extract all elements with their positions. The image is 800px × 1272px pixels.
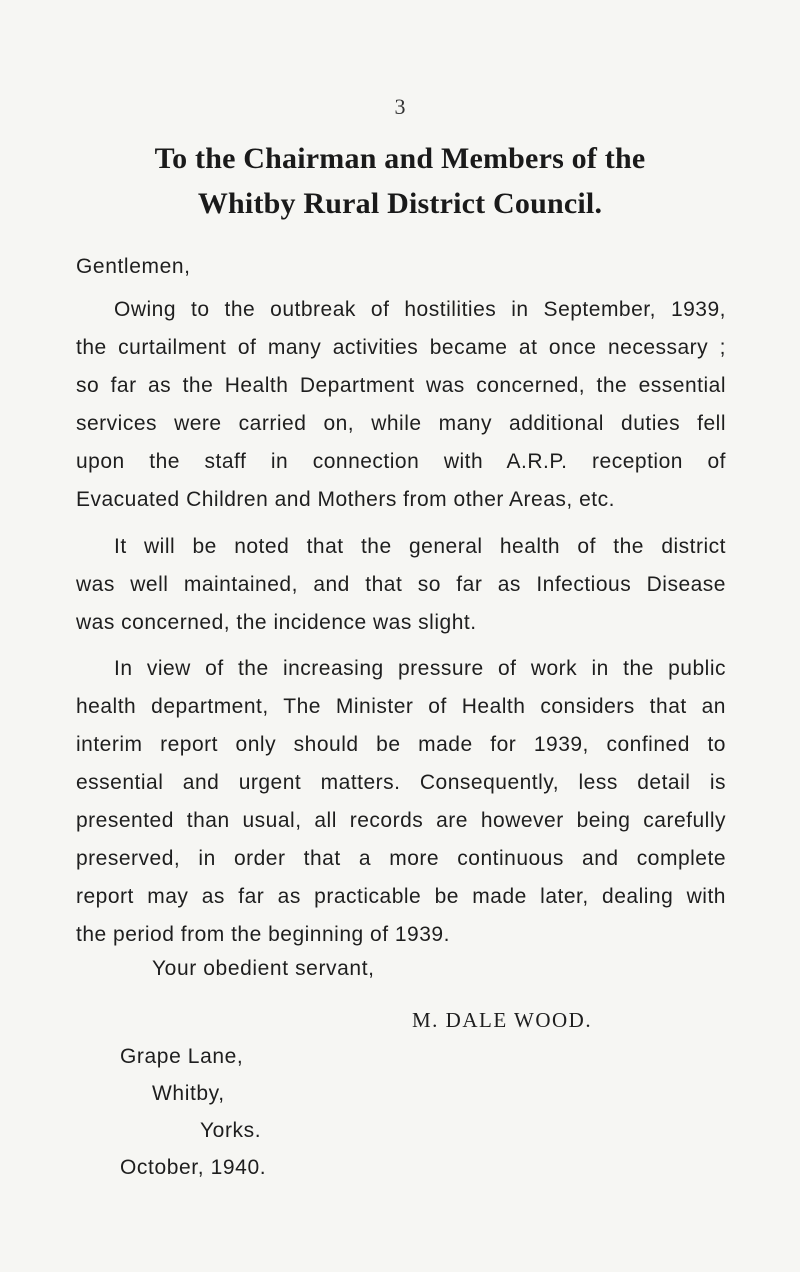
- heading-line-1: To the Chairman and Members of the: [154, 142, 646, 175]
- date: October, 1940.: [120, 1156, 267, 1179]
- paragraph-line: report may as far as practicable be made later, dealing with: [76, 885, 726, 908]
- paragraph-line: In view of the increasing pressure of work in the public: [114, 657, 726, 680]
- paragraph-line: It will be noted that the general health of the district: [114, 535, 726, 558]
- address-line-1: Grape Lane,: [120, 1045, 244, 1068]
- paragraph-line: services were carried on, while many additional duties fell: [76, 412, 726, 435]
- paragraph-line: the period from the beginning of 1939.: [76, 923, 450, 946]
- paragraph-line: was well maintained, and that so far as Infectious Disease: [76, 573, 726, 596]
- paragraph-line: Owing to the outbreak of hostilities in September, 1939,: [114, 298, 726, 321]
- closing: Your obedient servant,: [152, 957, 375, 980]
- paragraph-line: interim report only should be made for 1939, confined to: [76, 733, 726, 756]
- paragraph-line: essential and urgent matters. Consequently, less detail is: [76, 771, 726, 794]
- paragraph-line: so far as the Health Department was concerned, the essential: [76, 374, 726, 397]
- paragraph-line: health department, The Minister of Health considers that an: [76, 695, 726, 718]
- paragraph-line: preserved, in order that a more continuous and complete: [76, 847, 726, 870]
- paragraph-line: the curtailment of many activities became at once necessary ;: [76, 336, 726, 359]
- paragraph-2: [76, 528, 726, 642]
- address-line-3: Yorks.: [200, 1119, 262, 1142]
- salutation: Gentlemen,: [76, 255, 191, 278]
- address-line-2: Whitby,: [152, 1082, 225, 1105]
- paragraph-line: upon the staff in connection with A.R.P. reception of: [76, 450, 726, 473]
- heading-line-2: Whitby Rural District Council.: [197, 187, 603, 220]
- paragraph-line: was concerned, the incidence was slight.: [76, 611, 477, 634]
- page-number: 3: [394, 94, 406, 119]
- paragraph-3: [76, 650, 726, 954]
- signature: M. DALE WOOD.: [412, 1008, 593, 1032]
- paragraph-line: presented than usual, all records are however being carefully: [76, 809, 726, 832]
- paragraph-line: Evacuated Children and Mothers from other Areas, etc.: [76, 488, 615, 511]
- paragraph-1: [76, 291, 726, 519]
